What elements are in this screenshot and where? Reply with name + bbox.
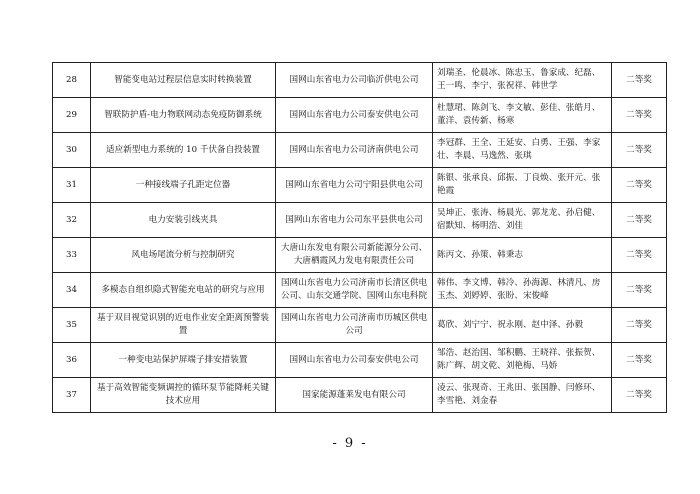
organization: 国网山东省电力公司泰安供电公司 <box>276 343 433 378</box>
members: 刘瑞圣、伦晨冰、陈忠玉、鲁家成、纪磊、王一鸣、李宁、张祝祥、韩世学 <box>433 63 612 98</box>
organization: 国网山东省电力公司济南供电公司 <box>276 133 433 168</box>
project-name: 电力安装引线夹具 <box>91 203 276 238</box>
award-level: 二等奖 <box>612 63 667 98</box>
award-level: 二等奖 <box>612 273 667 308</box>
table-row <box>53 238 667 273</box>
award-table-body <box>53 63 667 413</box>
organization: 国网山东省电力公司临沂供电公司 <box>276 63 433 98</box>
members: 吴坤正、张涛、杨晨光、郭龙龙、孙启健、宿默知、杨明浩、刘佳 <box>433 203 612 238</box>
project-name: 多模态自组织隐式智能充电站的研究与应用 <box>91 273 276 308</box>
award-level: 二等奖 <box>612 168 667 203</box>
award-level: 二等奖 <box>612 203 667 238</box>
award-table-sheet <box>52 62 661 413</box>
organization: 国网山东省电力公司济南市历城区供电公司 <box>276 308 433 343</box>
award-level: 二等奖 <box>612 378 667 413</box>
table-row <box>53 63 667 98</box>
project-name: 智能变电站过程层信息实时转换装置 <box>91 63 276 98</box>
row-number: 34 <box>53 273 91 308</box>
row-number: 29 <box>53 98 91 133</box>
row-number: 28 <box>53 63 91 98</box>
organization: 大唐山东发电有限公司新能源分公司、大唐栖霞风力发电有限责任公司 <box>276 238 433 273</box>
table-row <box>53 203 667 238</box>
row-number: 32 <box>53 203 91 238</box>
table-row <box>53 378 667 413</box>
table-row <box>53 168 667 203</box>
row-number: 33 <box>53 238 91 273</box>
row-number: 37 <box>53 378 91 413</box>
project-name: 一种变电站保护屏端子排安措装置 <box>91 343 276 378</box>
award-level: 二等奖 <box>612 308 667 343</box>
row-number: 35 <box>53 308 91 343</box>
members: 葛欣、刘宁宁、祝永刚、赵中泽、孙毅 <box>433 308 612 343</box>
row-number: 31 <box>53 168 91 203</box>
table-row <box>53 343 667 378</box>
members: 韩伟、李文博、韩冷、孙海源、林清凡、房玉杰、刘婷婷、张盼、宋俊峰 <box>433 273 612 308</box>
table-row <box>53 133 667 168</box>
project-name: 基于双目视觉识别的近电作业安全距离预警装置 <box>91 308 276 343</box>
project-name: 基于高效智能变频调控的循环泵节能降耗关键技术应用 <box>91 378 276 413</box>
organization: 国家能源蓬莱发电有限公司 <box>276 378 433 413</box>
project-name: 风电场尾流分析与控制研究 <box>91 238 276 273</box>
award-level: 二等奖 <box>612 98 667 133</box>
project-name: 一种接线端子孔距定位器 <box>91 168 276 203</box>
row-number: 36 <box>53 343 91 378</box>
award-level: 二等奖 <box>612 238 667 273</box>
row-number: 30 <box>53 133 91 168</box>
members: 邹浩、赵治国、邹积鹏、王晓祥、张振贺、陈广辉、胡文乾、刘艳梅、马娇 <box>433 343 612 378</box>
members: 陈银、张承良、邱振、丁良焕、张开元、张艳霞 <box>433 168 612 203</box>
organization: 国网山东省电力公司泰安供电公司 <box>276 98 433 133</box>
page-number: - 9 - <box>332 436 368 451</box>
award-level: 二等奖 <box>612 343 667 378</box>
organization: 国网山东省电力公司济南市长清区供电公司、山东交通学院、国网山东电科院 <box>276 273 433 308</box>
project-name: 智联防护盾-电力物联网动态免疫防御系统 <box>91 98 276 133</box>
organization: 国网山东省电力公司宁阳县供电公司 <box>276 168 433 203</box>
award-level: 二等奖 <box>612 133 667 168</box>
project-name: 适应新型电力系统的 10 千伏备自投装置 <box>91 133 276 168</box>
table-row <box>53 273 667 308</box>
members: 陈丙文、孙策、韩秉志 <box>433 238 612 273</box>
table-row <box>53 98 667 133</box>
organization: 国网山东省电力公司东平县供电公司 <box>276 203 433 238</box>
members: 杜慧珺、陈剑飞、李文敏、彭佳、张皓月、董洋、袁传新、杨寒 <box>433 98 612 133</box>
award-table <box>52 62 667 413</box>
members: 李冠群、王全、王延安、白勇、王强、李家壮、李晨、马逸然、张琪 <box>433 133 612 168</box>
table-row <box>53 308 667 343</box>
members: 凌云、张现奇、王兆田、张国静、闫修环、李雪艳、刘金春 <box>433 378 612 413</box>
